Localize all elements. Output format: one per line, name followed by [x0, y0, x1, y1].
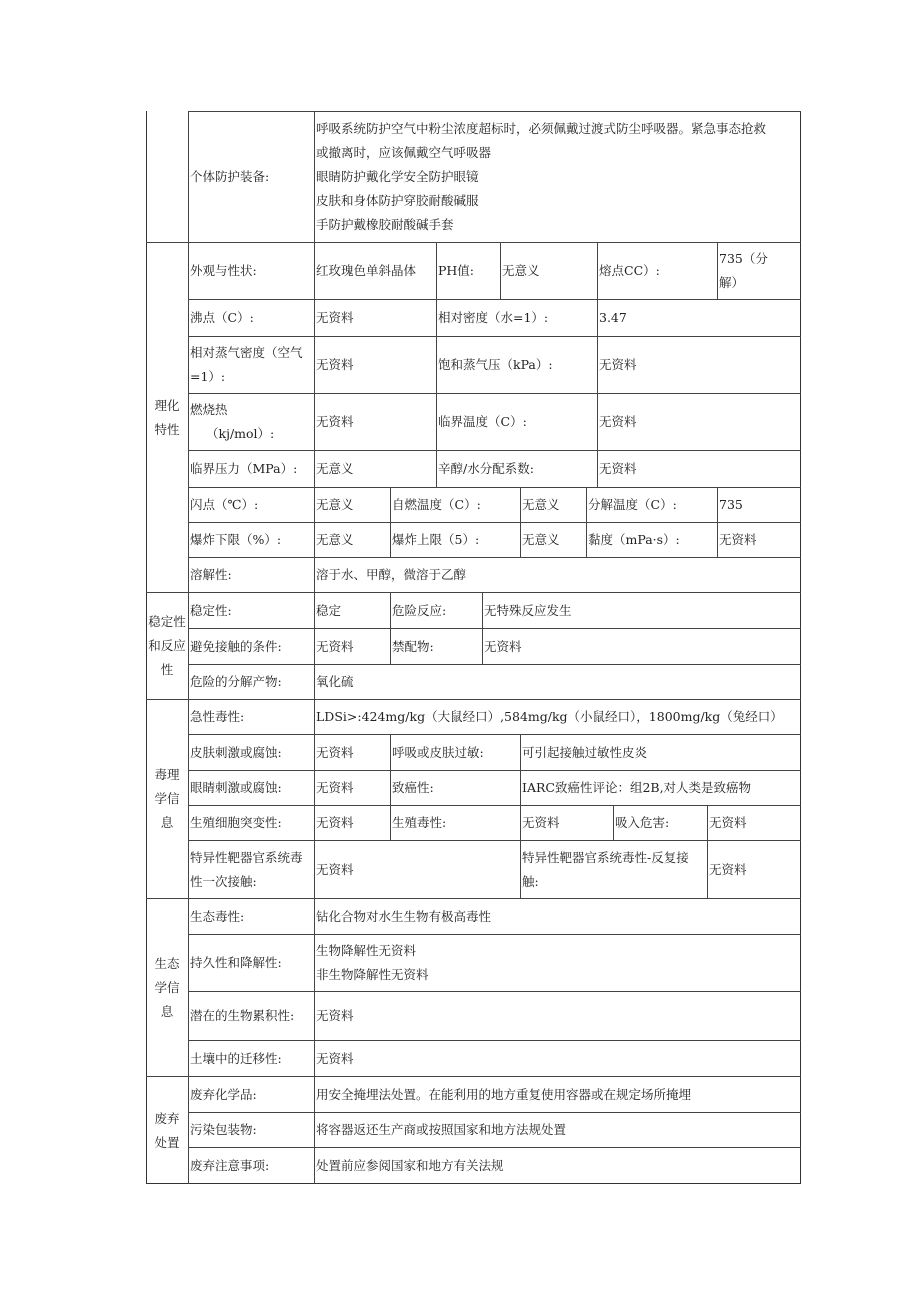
hazard-reaction-label: 危险反应:: [392, 602, 447, 618]
label-line: =1）:: [190, 369, 226, 384]
pkg-disposal-label: 污染包装物:: [190, 1122, 257, 1137]
bioacc-label: 潜在的生物累积性:: [190, 1008, 295, 1023]
critical-temp-value: 无资料: [599, 414, 637, 429]
vapor-density-label: [188, 337, 314, 393]
section-stability-line: 性: [160, 662, 174, 677]
stability-value: 稳定: [316, 602, 342, 618]
bp-value: 无资料: [316, 310, 354, 325]
bp-label: 沸点（C）:: [190, 310, 254, 325]
section-stability-line: 稳定性: [148, 614, 186, 629]
label-line: 特异性靶器官系统毒性-反复接: [522, 849, 689, 865]
ppe-line: 眼睛防护戴化学安全防护眼镜: [316, 169, 479, 184]
flash-label: 闪点（℃）:: [190, 497, 259, 512]
section-phys-line: 理化: [154, 397, 180, 413]
decomp-products-label: 危险的分解产物:: [190, 674, 282, 689]
heat-value: 无资料: [316, 414, 354, 429]
incompat-label: 禁配物:: [392, 638, 434, 654]
appearance-value: 红玫瑰色单斜晶体: [316, 263, 417, 278]
vapor-pressure-value: 无资料: [599, 357, 637, 372]
sens-label: 呼吸或皮肤过敏:: [392, 744, 484, 760]
ppe-line: 呼吸系统防护空气中粉尘浓度超标时，必须佩戴过渡式防尘呼吸器。紧急事态抢救: [316, 121, 767, 136]
disposal-notes-label: 废弃注意事项:: [190, 1157, 270, 1173]
critical-pressure-label: 临界压力（MPa）:: [190, 461, 298, 476]
density-label: 相对密度（水=1）:: [438, 310, 549, 325]
vapor-pressure-label: 饱和蒸气压（kPa）:: [438, 357, 553, 372]
acute-value: LDSi>:424mg/kg（大鼠经口）,584mg/kg（小鼠经口），1800mg/kg（兔经口）: [316, 709, 783, 724]
critical-temp-label: 临界温度（C）:: [438, 414, 527, 429]
critical-pressure-value: 无意义: [316, 461, 354, 476]
chem-disposal-value: 用安全掩埋法处置。在能利用的地方重复使用容器或在规定场所掩埋: [316, 1086, 692, 1102]
incompat-value: 无资料: [484, 638, 522, 654]
decomp-products-value: 氧化硫: [316, 674, 354, 689]
section-tox-line: 学信: [154, 791, 180, 806]
partition-label: 辛醇/水分配系数:: [438, 461, 534, 476]
carc-label: 致癌性:: [392, 780, 434, 795]
decomp-value: 735: [719, 497, 743, 512]
section-ecology: [146, 899, 188, 1076]
soil-value: 无资料: [316, 1050, 354, 1066]
density-value: 3.47: [599, 310, 627, 325]
carc-value: IARC致癌性评论：组2B,对人类是致癌物: [522, 780, 752, 795]
label-line: 性一次接触:: [190, 873, 257, 889]
section-phys-line: 特性: [154, 421, 180, 437]
ph-label: PH值:: [438, 263, 475, 278]
label-line: 相对蒸气密度（空气: [190, 345, 303, 360]
value-line: 非生物降解性无资料: [316, 967, 429, 982]
soil-label: 土壤中的迁移性:: [190, 1050, 282, 1066]
solubility-label: 溶解性:: [190, 567, 232, 582]
skin-label: 皮肤刺激或腐蚀:: [190, 744, 282, 760]
mp-label: 熔点CC）:: [599, 263, 660, 278]
mp-value: [717, 243, 801, 299]
uel-value: 无意义: [522, 532, 560, 547]
section-toxicology: [146, 700, 188, 898]
pkg-disposal-value: 将容器返还生产商或按照国家和地方法规处置: [316, 1122, 567, 1137]
persist-value: [314, 935, 801, 991]
appearance-label: 外观与性状:: [190, 263, 257, 278]
ppe-value: [314, 112, 801, 242]
section-tox-line: 毒理: [154, 767, 180, 782]
sens-value: 可引起接触过敏性皮炎: [522, 744, 648, 760]
mp-value-line: 735（分: [719, 251, 768, 266]
heat-label: [188, 394, 314, 450]
ecotox-value: 钻化合物对水生生物有极高毒性: [316, 908, 492, 924]
section-disp-line: 处置: [154, 1134, 180, 1150]
solubility-value: 溶于水、甲醇，微溶于乙醇: [316, 567, 467, 582]
ppe-label: 个体防护装备:: [190, 169, 270, 184]
germ-value: 无资料: [316, 815, 354, 830]
label-line: 特异性靶器官系统毒: [190, 849, 303, 865]
section-stability-line: 和反应: [148, 638, 186, 653]
ppe-line: 或撤离时，应该佩戴空气呼吸器: [316, 145, 492, 160]
acute-label: 急性毒性:: [190, 709, 245, 724]
skin-value: 无资料: [316, 744, 354, 760]
label-line: 触:: [522, 873, 539, 889]
viscosity-value: 无资料: [719, 532, 757, 547]
avoid-value: 无资料: [316, 638, 354, 654]
eye-label: 眼睛刺激或腐蚀:: [190, 780, 282, 795]
hazard-reaction-value: 无特殊反应发生: [484, 602, 572, 618]
stot-single-value: 无资料: [316, 861, 354, 877]
stot-rep-value: 无资料: [709, 861, 747, 877]
bioacc-value: 无资料: [316, 1008, 354, 1023]
lel-label: 爆炸下限（%）:: [190, 532, 282, 547]
avoid-label: 避免接触的条件:: [190, 638, 282, 654]
decomp-label: 分解温度（C）:: [588, 497, 677, 512]
aspir-label: 吸入危害:: [615, 815, 670, 830]
uel-label: 爆炸上限（5）:: [392, 532, 480, 547]
stot-single-label: [188, 841, 314, 898]
persist-label: 持久性和降解性:: [190, 955, 282, 970]
section-tox-line: 息: [160, 815, 174, 830]
viscosity-label: 黏度（mPa·s）:: [588, 532, 680, 547]
section-stability: [146, 593, 188, 699]
germ-label: 生殖细胞突变性:: [190, 815, 282, 830]
section-disposal: [146, 1077, 188, 1184]
disposal-notes-value: 处置前应参阅国家和地方有关法规: [316, 1157, 504, 1173]
autoign-label: 自燃温度（C）:: [392, 497, 481, 512]
ppe-line: 皮肤和身体防护穿胶耐酸碱服: [316, 193, 479, 208]
aspir-value: 无资料: [709, 815, 747, 830]
repro-label: 生殖毒性:: [392, 815, 447, 830]
value-line: 生物降解性无资料: [316, 943, 417, 958]
label-line: （kj/mol）:: [206, 426, 275, 441]
stability-label: 稳定性:: [190, 602, 232, 618]
flash-value: 无意义: [316, 497, 354, 512]
chem-disposal-label: 废弃化学品:: [190, 1086, 257, 1102]
ecotox-label: 生态毒性:: [190, 908, 245, 924]
partition-value: 无资料: [599, 461, 637, 476]
eye-value: 无资料: [316, 780, 354, 795]
section-eco-line: 生态: [154, 955, 180, 971]
section-phys: [146, 243, 188, 592]
ph-value: 无意义: [502, 263, 540, 278]
section-eco-line: 学信: [154, 979, 180, 995]
autoign-value: 无意义: [522, 497, 560, 512]
lel-value: 无意义: [316, 532, 354, 547]
ppe-line: 手防护戴橡胶耐酸碱手套: [316, 217, 454, 232]
section-disp-line: 废弃: [154, 1110, 180, 1126]
section-eco-line: 息: [160, 1003, 174, 1019]
label-line: 燃烧热: [190, 402, 228, 417]
mp-value-line: 解）: [719, 275, 745, 290]
repro-value: 无资料: [522, 815, 560, 830]
stot-rep-label: [520, 841, 707, 898]
vapor-density-value: 无资料: [316, 357, 354, 372]
